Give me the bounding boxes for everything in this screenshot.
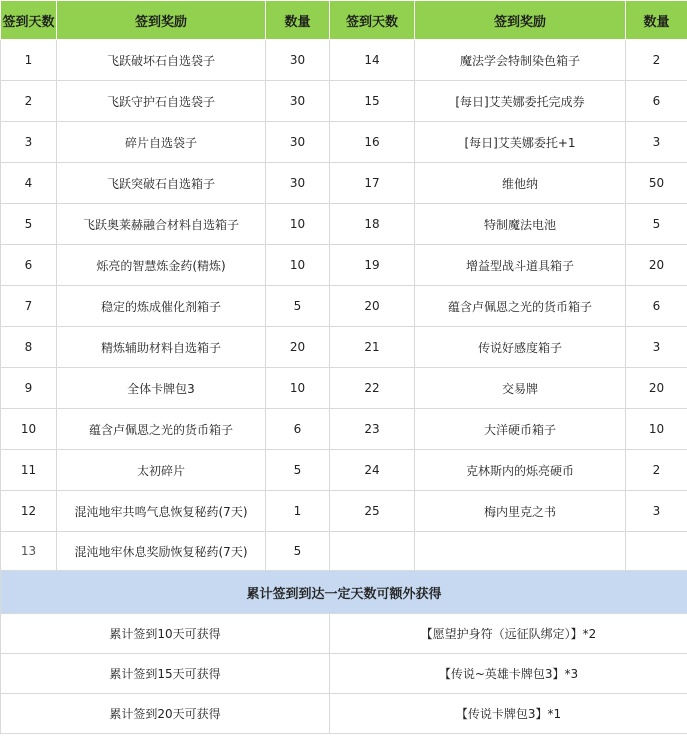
qty-cell: 10 [266, 245, 330, 286]
table-row [1, 122, 687, 163]
day-cell: 12 [1, 491, 57, 532]
qty-cell: 2 [626, 40, 687, 81]
empty-cell [330, 532, 415, 571]
reward-cell: 飞跃守护石自选袋子 [57, 81, 266, 122]
day-cell: 22 [330, 368, 415, 409]
day-cell: 13 [1, 532, 57, 571]
reward-cell: 维他纳 [415, 163, 626, 204]
bonus-section-row [1, 571, 687, 614]
bonus-row [1, 654, 687, 694]
table-row [1, 409, 687, 450]
bonus-reward: 【愿望护身符（远征队绑定）】*2 [330, 614, 687, 654]
header-reward-2: 签到奖励 [415, 1, 626, 40]
qty-cell: 3 [626, 122, 687, 163]
day-cell: 23 [330, 409, 415, 450]
table-row [1, 368, 687, 409]
table-row [1, 327, 687, 368]
qty-cell: 10 [266, 368, 330, 409]
day-cell: 14 [330, 40, 415, 81]
qty-cell: 6 [266, 409, 330, 450]
reward-cell: 飞跃奥莱赫融合材料自选箱子 [57, 204, 266, 245]
reward-cell: 蕴含卢佩恩之光的货币箱子 [57, 409, 266, 450]
day-cell: 16 [330, 122, 415, 163]
day-cell: 1 [1, 40, 57, 81]
table-row [1, 163, 687, 204]
header-day: 签到天数 [1, 1, 57, 40]
reward-cell: 蕴含卢佩恩之光的货币箱子 [415, 286, 626, 327]
day-cell: 6 [1, 245, 57, 286]
day-cell: 2 [1, 81, 57, 122]
qty-cell: 5 [266, 450, 330, 491]
day-cell: 4 [1, 163, 57, 204]
reward-cell: 传说好感度箱子 [415, 327, 626, 368]
header-reward: 签到奖励 [57, 1, 266, 40]
day-cell: 17 [330, 163, 415, 204]
reward-cell: [每日]艾芙娜委托完成券 [415, 81, 626, 122]
table-row [1, 491, 687, 532]
qty-cell: 5 [626, 204, 687, 245]
day-cell: 8 [1, 327, 57, 368]
reward-cell: 增益型战斗道具箱子 [415, 245, 626, 286]
qty-cell: 5 [266, 286, 330, 327]
reward-cell: [每日]艾芙娜委托+1 [415, 122, 626, 163]
reward-cell: 克林斯内的烁亮硬币 [415, 450, 626, 491]
qty-cell: 30 [266, 163, 330, 204]
day-cell: 25 [330, 491, 415, 532]
bonus-condition: 累计签到15天可获得 [1, 654, 330, 694]
day-cell: 24 [330, 450, 415, 491]
qty-cell: 50 [626, 163, 687, 204]
reward-cell: 梅内里克之书 [415, 491, 626, 532]
qty-cell: 3 [626, 491, 687, 532]
reward-cell: 大洋硬币箱子 [415, 409, 626, 450]
table-row [1, 204, 687, 245]
table-row [1, 245, 687, 286]
qty-cell: 10 [626, 409, 687, 450]
bonus-row [1, 614, 687, 654]
qty-cell: 3 [626, 327, 687, 368]
table-row [1, 450, 687, 491]
day-cell: 10 [1, 409, 57, 450]
day-cell: 21 [330, 327, 415, 368]
header-qty-2: 数量 [626, 1, 687, 40]
reward-cell: 交易牌 [415, 368, 626, 409]
qty-cell: 30 [266, 40, 330, 81]
empty-cell [626, 532, 687, 571]
qty-cell: 20 [626, 368, 687, 409]
reward-cell: 全体卡牌包3 [57, 368, 266, 409]
header-qty: 数量 [266, 1, 330, 40]
table-row [1, 286, 687, 327]
reward-cell: 魔法学会特制染色箱子 [415, 40, 626, 81]
header-row [1, 1, 687, 40]
reward-cell: 飞跃突破石自选箱子 [57, 163, 266, 204]
qty-cell: 6 [626, 81, 687, 122]
bonus-reward: 【传说~英雄卡牌包3】*3 [330, 654, 687, 694]
qty-cell: 30 [266, 122, 330, 163]
reward-cell: 稳定的炼成催化剂箱子 [57, 286, 266, 327]
bonus-condition: 累计签到20天可获得 [1, 694, 330, 734]
reward-cell: 烁亮的智慧炼金药(精炼) [57, 245, 266, 286]
table-row [1, 40, 687, 81]
day-cell: 19 [330, 245, 415, 286]
bonus-section-title: 累计签到到达一定天数可额外获得 [1, 571, 687, 614]
day-cell: 15 [330, 81, 415, 122]
reward-cell: 碎片自选袋子 [57, 122, 266, 163]
reward-cell: 飞跃破坏石自选袋子 [57, 40, 266, 81]
empty-cell [415, 532, 626, 571]
qty-cell: 30 [266, 81, 330, 122]
day-cell: 5 [1, 204, 57, 245]
day-cell: 11 [1, 450, 57, 491]
bonus-condition: 累计签到10天可获得 [1, 614, 330, 654]
qty-cell: 20 [626, 245, 687, 286]
day-cell: 20 [330, 286, 415, 327]
reward-cell: 混沌地牢共鸣气息恢复秘药(7天) [57, 491, 266, 532]
day-cell: 18 [330, 204, 415, 245]
table-row [1, 81, 687, 122]
day-cell: 7 [1, 286, 57, 327]
reward-cell: 混沌地牢休息奖励恢复秘药(7天) [57, 532, 266, 571]
qty-cell: 1 [266, 491, 330, 532]
reward-cell: 太初碎片 [57, 450, 266, 491]
bonus-reward: 【传说卡牌包3】*1 [330, 694, 687, 734]
header-day-2: 签到天数 [330, 1, 415, 40]
table-row [1, 532, 687, 571]
qty-cell: 5 [266, 532, 330, 571]
reward-cell: 特制魔法电池 [415, 204, 626, 245]
day-cell: 9 [1, 368, 57, 409]
day-cell: 3 [1, 122, 57, 163]
qty-cell: 10 [266, 204, 330, 245]
qty-cell: 6 [626, 286, 687, 327]
qty-cell: 20 [266, 327, 330, 368]
bonus-row [1, 694, 687, 734]
qty-cell: 2 [626, 450, 687, 491]
reward-cell: 精炼辅助材料自选箱子 [57, 327, 266, 368]
